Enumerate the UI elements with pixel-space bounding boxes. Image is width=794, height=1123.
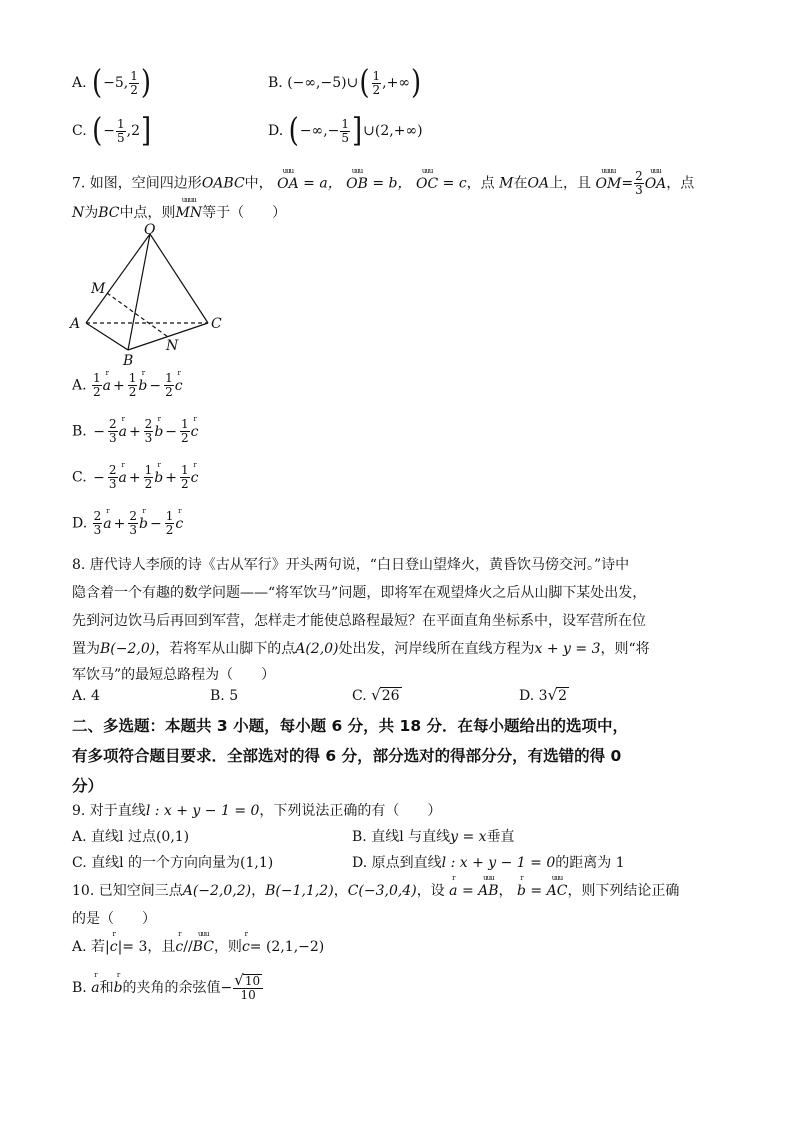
text: ，点 — [466, 175, 495, 192]
math: = — [621, 175, 634, 192]
vector-oc: uuu OC — [415, 166, 439, 192]
num: 1 — [372, 68, 381, 83]
text: ，则“将 — [600, 641, 650, 657]
coefficient-fraction: $\frac{2}{3}$ — [144, 417, 153, 445]
sign: + — [113, 515, 126, 532]
q6-option-a: A. (−5, $\frac{1}{2}$ ) — [72, 64, 152, 102]
math: (0,1) — [155, 829, 190, 845]
section2-line2: 有多项符合题目要求．全部选对的得 6 分，部分选对的得部分分，有选错的得 0 — [72, 747, 622, 765]
vec-label: b — [517, 883, 526, 899]
q8-line2: 隐含着一个有趣的数学问题——“将军饮马”问题，即将军在观望烽火之后从山脚下某处出发， — [72, 585, 647, 601]
vector-c: r c — [190, 460, 199, 486]
math: = (2,1,−2) — [249, 939, 325, 955]
sign: − — [149, 515, 162, 532]
section2-line1: 二、多选题：本题共 3 小题，每小题 6 分，共 18 分．在每小题给出的选项中， — [72, 717, 629, 735]
option-letter: D. — [519, 688, 535, 704]
vec-label: OM — [595, 175, 622, 192]
text: 中点，则 — [119, 205, 176, 221]
expr: ,2 — [126, 123, 141, 139]
sign: − — [93, 423, 105, 440]
radicand: 2 — [558, 688, 568, 704]
option-letter: A. — [72, 75, 87, 91]
vec-label: OA — [644, 175, 667, 192]
text: 的距离为 1 — [555, 855, 625, 871]
vector-a: r a — [118, 460, 127, 486]
option-letter: D. — [268, 123, 284, 139]
radicand: 10 — [244, 974, 261, 988]
expr: −5, — [103, 75, 129, 91]
vector-ob: uuu OB — [346, 166, 368, 192]
sign: − — [165, 423, 178, 440]
vector-oa-2: uuu OA — [644, 166, 667, 192]
tetrahedron-figure — [66, 222, 226, 370]
math: B(−2,0) — [100, 641, 156, 657]
text: D. 原点到直线 — [352, 855, 442, 871]
text: 7. 如图，空间四边形 — [72, 175, 202, 192]
q8-option-a: A. 4 — [72, 688, 100, 704]
radicand: 26 — [381, 688, 400, 704]
den: 5 — [117, 130, 125, 145]
math: = c — [442, 175, 467, 192]
label-m: M — [91, 281, 106, 297]
expr: ∪(2,+∞) — [363, 123, 423, 139]
q6-option-b: B. (−∞,−5)∪( $\frac{1}{2}$ ,+∞) — [268, 64, 422, 102]
vector-a-2: r a — [91, 971, 100, 996]
vec-label: MN — [175, 205, 203, 221]
den: 5 — [341, 130, 350, 145]
text: B. 直线l 与直线 — [352, 829, 451, 845]
q9-option-c — [72, 852, 273, 872]
den: 2 — [130, 82, 138, 97]
q10-option-a: A. 若| r c|= 3，且 r c// uuu BC，则 r c= (2,1,−2) — [72, 930, 325, 955]
option-letter: B. — [268, 75, 283, 91]
vector-a: r a — [102, 368, 112, 394]
text: 为 — [84, 205, 99, 221]
coefficient-fraction: $\frac{1}{2}$ — [93, 371, 101, 399]
text: 等于（ ） — [202, 205, 287, 221]
label-b: B — [123, 353, 134, 369]
q6-option-d: D. (−∞,− $\frac{1}{5}$ ]∪(2,+∞) — [268, 112, 423, 150]
option-letter: C. — [352, 688, 367, 704]
q7-stem-line1 — [72, 166, 695, 197]
section2-line3: 分） — [72, 777, 104, 795]
num: 1 — [130, 68, 138, 83]
math: = b， — [372, 175, 412, 192]
sign: − — [149, 377, 162, 394]
text: 上，且 — [549, 175, 592, 192]
text: A. 若 — [72, 939, 106, 955]
vector-ac: uuu AC — [546, 874, 568, 899]
sign: + — [113, 377, 125, 394]
q8-line4 — [72, 638, 650, 658]
coefficient-fraction: $\frac{1}{2}$ — [144, 463, 153, 491]
vec-label: c — [109, 939, 118, 955]
q7-stem-line2 — [72, 196, 287, 222]
text: C. 直线l 的一个方向向量为 — [72, 855, 241, 871]
math: l : x + y − 1 = 0 — [441, 855, 556, 871]
edge-ob — [128, 234, 150, 350]
vector-c: r c — [190, 414, 199, 440]
math: N — [72, 205, 85, 221]
sign: − — [93, 469, 105, 486]
vector-bc: uuu BC — [192, 930, 214, 955]
vector-om: uuuu OM — [595, 166, 622, 192]
expr: ,+∞ — [382, 75, 410, 91]
edge-oc — [150, 234, 208, 323]
vec-label: OA — [277, 175, 299, 192]
math: = 3 — [122, 939, 148, 955]
math: A(2,0) — [295, 641, 339, 657]
q7-option-c — [72, 460, 199, 491]
coefficient-fraction: $\frac{1}{2}$ — [165, 371, 173, 399]
vector-c: r c — [175, 506, 184, 532]
coefficient-fraction: $\frac{2}{3}$ — [129, 509, 138, 537]
label-a: A — [70, 316, 81, 332]
math: y = x — [450, 829, 487, 845]
vector-a: r a — [449, 874, 458, 899]
q9-option-d — [352, 852, 625, 872]
q10-option-b: B. r a和 r b的夹角的余弦值− $\frac{√10}{10}$ — [72, 974, 264, 1002]
q8-option-d: D. 3√2 — [519, 686, 568, 704]
q8-line5: 军饮马”的最短总路程为（ ） — [72, 667, 276, 683]
vec-label: c — [175, 939, 184, 955]
q8-line3: 先到河边饮马后再回到军营，怎样走才能使总路程最短？在平面直角坐标系中，设军营所在位 — [72, 613, 646, 629]
vector-c-2: r c — [175, 930, 184, 955]
coefficient-fraction: $\frac{2}{3}$ — [93, 509, 102, 537]
text: 置为 — [72, 641, 100, 657]
math: C(−3,0,4) — [347, 883, 417, 899]
option-letter: C. — [72, 469, 92, 486]
vec-label: a — [91, 980, 100, 996]
vector-ab: uuu AB — [478, 874, 499, 899]
q8-option-c: C. √26 — [352, 686, 400, 704]
text: ，若将军从山脚下的点 — [155, 641, 296, 657]
vector-b: r b — [517, 874, 526, 899]
math: A(−2,0,2) — [182, 883, 252, 899]
text: 10. 已知空间三点 — [72, 883, 183, 899]
math: // — [183, 939, 193, 955]
q9-option-b — [352, 826, 515, 846]
vector-oa: uuu OA — [277, 166, 299, 192]
option-letter: C. — [72, 123, 87, 139]
vector-b: r b — [138, 368, 148, 394]
coefficient-fraction: $\frac{2}{3}$ — [108, 463, 117, 491]
text: B. — [72, 980, 87, 996]
text: 的夹角的余弦值 — [122, 980, 221, 996]
math: M — [499, 175, 514, 192]
vector-b-2: r b — [113, 971, 123, 996]
expr: − — [103, 123, 116, 139]
vector-a: r a — [118, 414, 127, 440]
math: (1,1) — [240, 855, 274, 871]
math: − — [220, 980, 233, 996]
sign: + — [128, 469, 141, 486]
den: 3 — [635, 183, 643, 197]
sign: + — [128, 423, 141, 440]
text: ，则 — [213, 939, 242, 955]
vec-label: b — [113, 980, 123, 996]
edge-oa — [86, 234, 150, 323]
coefficient-fraction: $\frac{1}{2}$ — [181, 417, 189, 445]
math: OA — [527, 175, 550, 192]
vec-label: BC — [192, 939, 214, 955]
text: 垂直 — [486, 829, 515, 845]
vector-c: r c — [174, 368, 183, 394]
vec-label: c — [241, 939, 250, 955]
option-letter: B. — [72, 423, 92, 440]
vector-b: r b — [139, 506, 148, 532]
vec-label: OC — [415, 175, 439, 192]
coefficient-fraction: $\frac{2}{3}$ — [108, 417, 117, 445]
text: 中， — [244, 175, 273, 192]
math: l : x + y − 1 = 0 — [145, 803, 260, 819]
vector-b: r b — [154, 414, 164, 440]
coefficient-fraction: $\frac{1}{2}$ — [165, 509, 174, 537]
vec-label: AC — [546, 883, 568, 899]
num: 1 — [341, 116, 350, 131]
math: OABC — [201, 175, 245, 192]
math: = a， — [303, 175, 342, 192]
q10-stem-line1: 10. 已知空间三点A(−2,0,2)，B(−1,1,2)，C(−3,0,4)，设 r a = uuu AB， r b = uuu AC，则下列结论正确 — [72, 874, 680, 899]
sign: + — [165, 469, 177, 486]
den: 10 — [240, 988, 256, 1002]
text: A. 直线l 过点 — [72, 829, 156, 845]
text: ，点 — [666, 175, 695, 192]
vec-label: a — [449, 883, 458, 899]
q9-option-a — [72, 826, 189, 846]
num: 1 — [117, 116, 125, 131]
expr: (−∞,−5)∪ — [287, 75, 359, 91]
coefficient-fraction: $\frac{1}{2}$ — [128, 371, 137, 399]
vector-c: r c — [109, 930, 118, 955]
num: 2 — [635, 169, 643, 183]
label-o: O — [144, 222, 156, 238]
text: ，则下列结论正确 — [567, 883, 680, 899]
den: 2 — [372, 82, 381, 97]
math: x + y = 3 — [534, 641, 601, 657]
vector-b: r b — [154, 460, 164, 486]
vec-label: AB — [478, 883, 499, 899]
text: 处出发，河岸线所在直线方程为 — [338, 641, 535, 657]
option-letter: A. — [72, 377, 92, 394]
q7-option-b — [72, 414, 199, 445]
vector-a: r a — [103, 506, 112, 532]
edge-ab — [86, 323, 128, 350]
text: ，且 — [147, 939, 176, 955]
math: B(−1,1,2) — [265, 883, 334, 899]
q9-stem — [72, 800, 441, 820]
q10-stem-line2: 的是（ ） — [72, 911, 156, 927]
text: ，下列说法正确的有（ ） — [259, 803, 442, 819]
text: 和 — [99, 980, 114, 996]
option-letter: D. — [72, 515, 92, 532]
vec-label: OB — [346, 175, 368, 192]
expr: −∞,− — [299, 123, 340, 139]
label-n: N — [166, 338, 179, 354]
vector-mn: uuuu MN — [175, 196, 203, 221]
q6-option-c: C. (− $\frac{1}{5}$ ,2] — [72, 112, 152, 150]
coef: 3 — [538, 688, 548, 704]
q7-option-d — [72, 506, 184, 537]
coefficient-fraction: $\frac{1}{2}$ — [180, 463, 189, 491]
q7-option-a — [72, 368, 183, 399]
q8-option-b: B. 5 — [210, 688, 239, 704]
text: 在 — [513, 175, 528, 192]
label-c: C — [211, 316, 222, 332]
text: ，设 — [416, 883, 445, 899]
math: BC — [98, 205, 120, 221]
q8-line1: 8. 唐代诗人李颀的诗《古从军行》开头两句说，“白日登山望烽火，黄昏饮马傍交河。”诗中 — [72, 557, 630, 573]
vector-c-3: r c — [241, 930, 250, 955]
text: 9. 对于直线 — [72, 803, 146, 819]
